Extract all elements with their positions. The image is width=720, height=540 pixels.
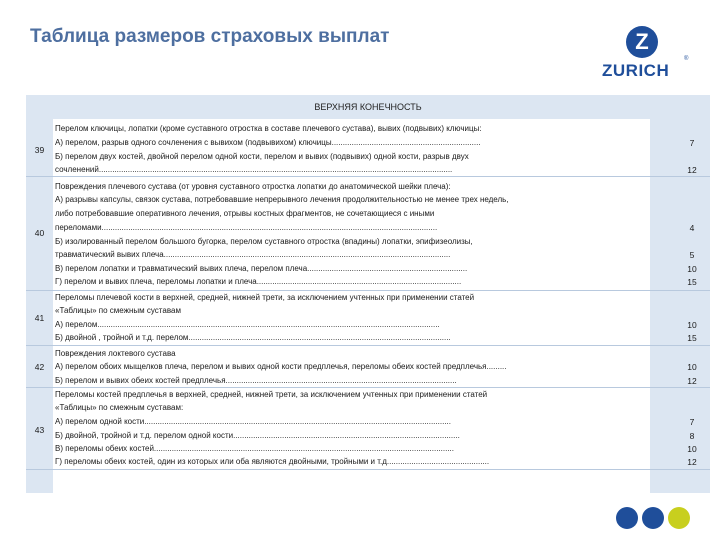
row-40-value: 5 xyxy=(689,250,695,260)
row-number-41: 41 xyxy=(34,313,45,323)
row-43-value: 10 xyxy=(687,444,697,454)
row-40-line: Г) перелом и вывих плеча, переломы лопатки и плеча............................................................................................ xyxy=(55,277,462,286)
row-number-43: 43 xyxy=(34,425,45,435)
row-number-40: 40 xyxy=(34,228,45,238)
row-divider xyxy=(26,469,710,470)
row-43-line: Б) двойной, тройной и т.д. перелом одной кости...................................................................................................... xyxy=(55,431,460,440)
row-divider xyxy=(26,290,710,291)
row-40-value: 15 xyxy=(687,277,697,287)
row-40-line: А) разрывы капсулы, связок сустава, потребовавшие непрерывного лечения продолжительностью не менее трех недель, xyxy=(55,195,509,204)
row-40-line: травматический вывих плеча................................................................................................................................. xyxy=(55,250,451,259)
row-43-line: Г) переломы обеих костей, один из которых или оба являются двойными, тройными и т.д.............................................. xyxy=(55,457,490,466)
row-41-value: 15 xyxy=(687,333,697,343)
zurich-logo xyxy=(600,26,692,82)
blue-dot-icon xyxy=(642,507,664,529)
row-43-line: «Таблицы» по смежным суставам: xyxy=(55,403,184,412)
zurich-wordmark: ZURICH xyxy=(602,61,670,80)
page-title: Таблица размеров страховых выплат xyxy=(30,26,390,47)
row-divider xyxy=(26,345,710,346)
row-39-line: сочленений............................................................................................................................................................... xyxy=(55,165,453,174)
row-42-value: 10 xyxy=(687,362,697,372)
row-40-line: либо потребовавшие оперативного лечения, отрывы костных фрагментов, не сочетающиеся с иными xyxy=(55,209,435,218)
row-40-line: переломами....................................................................................................................................................... xyxy=(55,223,438,232)
blue-dot-icon xyxy=(616,507,638,529)
row-43-line: А) перелом одной кости.......................................................................................................................................... xyxy=(55,417,451,426)
row-43-value: 12 xyxy=(687,457,697,467)
decorative-dots xyxy=(612,507,692,531)
payout-table xyxy=(26,95,710,493)
row-39-line: Перелом ключицы, лопатки (кроме суставного отростка в составе плечевого сустава), вывих (подвывих) ключицы: xyxy=(55,124,482,133)
row-43-line: В) переломы обеих костей....................................................................................................................................... xyxy=(55,444,454,453)
row-39-value: 12 xyxy=(687,165,697,175)
row-40-line: Б) изолированный перелом большого бугорка, перелом суставного отростка (впадины) лопатки, эпифизеолизы, xyxy=(55,237,473,246)
row-number-39: 39 xyxy=(34,145,45,155)
row-39-line: Б) перелом двух костей, двойной перелом одной кости, перелом и вывих (подвывих) одной кости, разрыв двух xyxy=(55,152,469,161)
row-40-value: 4 xyxy=(689,223,695,233)
row-42-line: Б) перелом и вывих обеих костей предплечья........................................................................................................ xyxy=(55,376,457,385)
row-41-line: Переломы плечевой кости в верхней, средней, нижней трети, за исключением учтенных при применении статей xyxy=(55,293,475,302)
row-41-line: «Таблицы» по смежным суставам xyxy=(55,306,181,315)
row-41-value: 10 xyxy=(687,320,697,330)
section-header: ВЕРХНЯЯ КОНЕЧНОСТЬ xyxy=(314,102,422,112)
registered-mark: ® xyxy=(684,56,689,62)
row-41-line: Б) двойной , тройной и т.д. перелом...................................................................................................................... xyxy=(55,333,451,342)
row-43-value: 8 xyxy=(689,431,695,441)
yellow-dot-icon xyxy=(668,507,690,529)
row-43-value: 7 xyxy=(689,417,695,427)
zurich-emblem-icon: Z xyxy=(626,26,658,58)
row-40-value: 10 xyxy=(687,264,697,274)
row-40-line: Повреждения плечевого сустава (от уровня суставного отростка лопатки до анатомической шейки плеча): xyxy=(55,182,451,191)
row-42-line: А) перелом обоих мыщелков плеча, перелом и вывих одной кости предплечья, переломы обеих костей предплечья......... xyxy=(55,362,507,371)
row-41-line: А) перелом.......................................................................................................................................................... xyxy=(55,320,440,329)
table-footer-cell xyxy=(53,469,650,493)
row-43-line: Переломы костей предплечья в верхней, средней, нижней трети, за исключением учтенных при применении статей xyxy=(55,390,488,399)
row-40-line: В) перелом лопатки и травматический вывих плеча, перелом плеча........................................................................ xyxy=(55,264,468,273)
row-42-line: Повреждения локтевого сустава xyxy=(55,349,176,358)
row-divider xyxy=(26,176,710,177)
row-39-line: А) перелом, разрыв одного сочленения с вывихом (подвывихом) ключицы................................................................... xyxy=(55,138,481,147)
row-42-value: 12 xyxy=(687,376,697,386)
row-divider xyxy=(26,387,710,388)
row-number-42: 42 xyxy=(34,362,45,372)
row-39-value: 7 xyxy=(689,138,695,148)
